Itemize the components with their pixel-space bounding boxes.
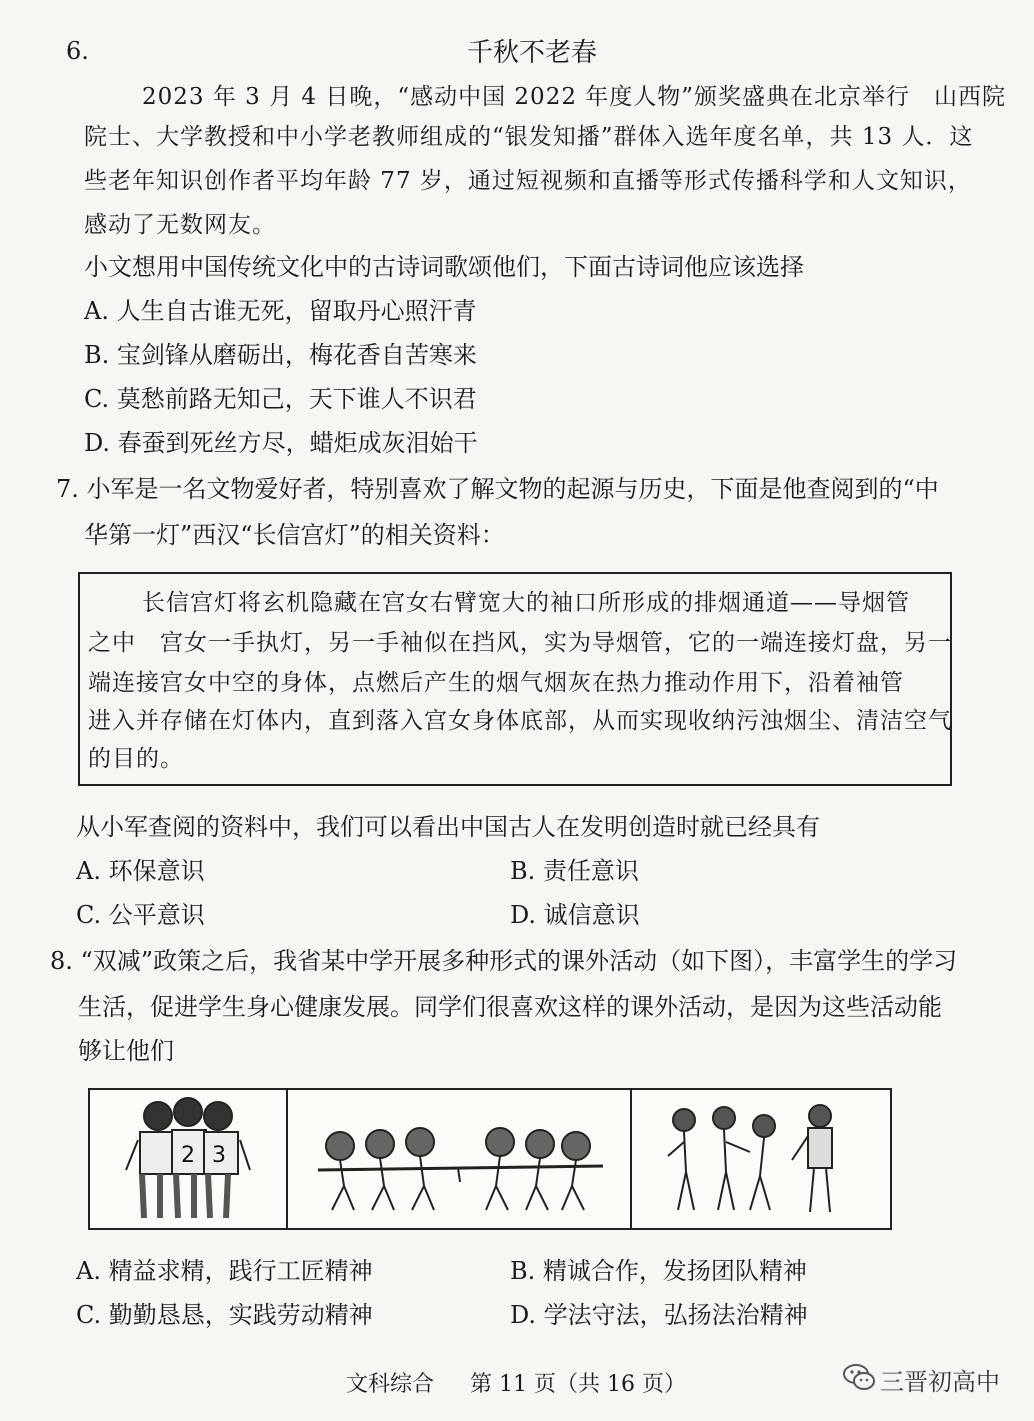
jersey-number: 3: [212, 1143, 226, 1168]
passage-line: 2023 年 3 月 4 日晚，“感动中国 2022 年度人物”颁奖盛典在北京举行 山西院: [142, 84, 1007, 110]
reference-box: [78, 572, 952, 786]
passage-line: 感动了无数网友。: [84, 212, 276, 238]
option-c[interactable]: C. 公平意识: [76, 901, 205, 929]
option-d[interactable]: D. 诚信意识: [510, 901, 640, 929]
question-number: 6.: [66, 37, 89, 65]
passage-line: 些老年知识创作者平均年龄 77 岁，通过短视频和直播等形式传播科学和人文知识，: [84, 168, 972, 194]
option-d[interactable]: D. 学法守法，弘扬法治精神: [510, 1301, 808, 1329]
question-stem: 生活，促进学生身心健康发展。同学们很喜欢这样的课外活动，是因为这些活动能: [78, 993, 942, 1021]
footer-subject: 文科综合: [346, 1372, 435, 1397]
question-stem: 从小军查阅的资料中，我们可以看出中国古人在发明创造时就已经具有: [76, 813, 820, 841]
option-a[interactable]: A. 环保意识: [76, 857, 205, 885]
figure-blindfold-game: [630, 1088, 892, 1230]
poem-title: 千秋不老春: [467, 38, 598, 68]
option-c[interactable]: C. 莫愁前路无知己，天下谁人不识君: [84, 385, 477, 413]
watermark-text: 三晋初高中: [880, 1368, 1000, 1396]
option-b[interactable]: B. 宝剑锋从磨砺出，梅花香自苦寒来: [84, 341, 477, 369]
option-b[interactable]: B. 责任意识: [510, 857, 639, 885]
jersey-number: 2: [181, 1143, 195, 1168]
figure-tug-of-war: [286, 1088, 632, 1230]
option-a[interactable]: A. 人生自古谁无死，留取丹心照汗青: [84, 297, 477, 325]
box-line: 进入并存储在灯体内，直到落入宫女身体底部，从而实现收纳污浊烟尘、清洁空气: [88, 708, 952, 734]
box-line: 的目的。: [88, 746, 184, 772]
option-d[interactable]: D. 春蚕到死丝方尽，蜡炬成灰泪始干: [84, 429, 478, 457]
figure-relay-team: [88, 1088, 288, 1230]
wechat-icon: [842, 1362, 876, 1392]
option-b[interactable]: B. 精诚合作，发扬团队精神: [510, 1257, 807, 1285]
option-c[interactable]: C. 勤勤恳恳，实践劳动精神: [76, 1301, 373, 1329]
box-line: 之中 宫女一手执灯，另一手袖似在挡风，实为导烟管，它的一端连接灯盘，另一: [88, 630, 952, 656]
question-stem: 华第一灯”西汉“长信宫灯”的相关资料：: [84, 521, 505, 549]
box-line: 长信宫灯将玄机隐藏在宫女右臂宽大的袖口所形成的排烟通道——导烟管: [142, 590, 910, 616]
question-stem: 小文想用中国传统文化中的古诗词歌颂他们，下面古诗词他应该选择: [84, 253, 804, 281]
box-line: 端连接宫女中空的身体，点燃后产生的烟气烟灰在热力推动作用下，沿着袖管: [88, 670, 904, 696]
option-a[interactable]: A. 精益求精，践行工匠精神: [76, 1257, 373, 1285]
passage-line: 院士、大学教授和中小学老教师组成的“银发知播”群体入选年度名单，共 13 人．这: [84, 124, 974, 150]
question-stem: 7. 小军是一名文物爱好者，特别喜欢了解文物的起源与历史，下面是他查阅到的“中: [56, 475, 939, 503]
question-stem: 8. “双减”政策之后，我省某中学开展多种形式的课外活动（如下图），丰富学生的学习: [50, 947, 958, 975]
footer-page-number: 第 11 页（共 16 页）: [470, 1372, 686, 1397]
question-stem: 够让他们: [78, 1037, 174, 1065]
